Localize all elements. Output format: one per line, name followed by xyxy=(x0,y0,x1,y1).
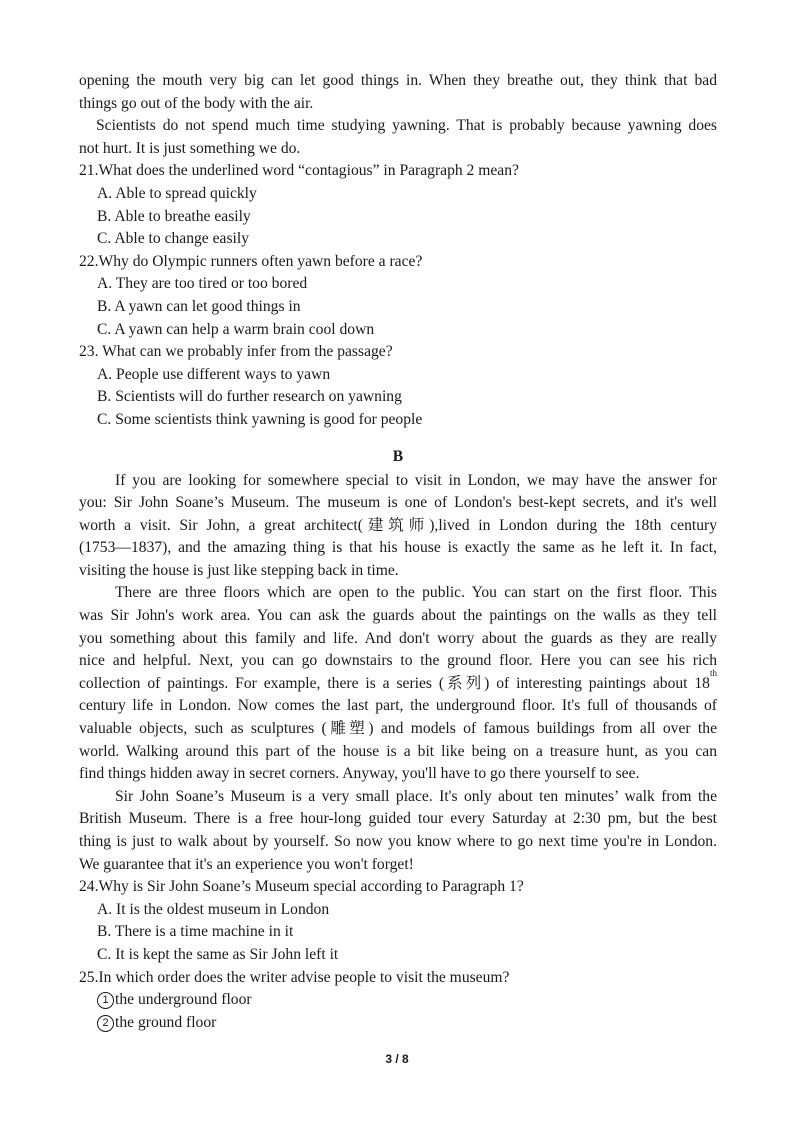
question-22-option-b: B. A yawn can let good things in xyxy=(97,297,301,315)
passage-a-line: opening the mouth very big can let good things in. When they breathe out, they think that bad xyxy=(79,72,717,89)
question-25-item-2 xyxy=(79,1012,717,1035)
question-24-option-c: C. It is kept the same as Sir John left it xyxy=(97,945,339,963)
section-b-p2-line: you something about this family and life. And don't worry about the guards as they are really xyxy=(79,629,717,647)
question-21-option-c: C. Able to change easily xyxy=(97,230,250,248)
question-23-option-b: B. Scientists will do further research on yawning xyxy=(97,388,402,406)
question-24-option-b: B. There is a time machine in it xyxy=(97,923,294,941)
question-22-stem: 22.Why do Olympic runners often yawn before a race? xyxy=(79,252,423,270)
section-b-p2-line: valuable objects, such as sculptures (雕塑) and models of famous buildings from all over the xyxy=(79,720,717,738)
section-b-p3-line: Sir John Soane’s Museum is a very small place. It's only about ten minutes’ walk from the xyxy=(115,787,717,805)
exam-page xyxy=(79,70,717,1034)
section-b-p1-line: worth a visit. Sir John, a great architect(建筑师),lived in London during the 18th century xyxy=(79,516,717,534)
section-b-p2-line: There are three floors which are open to the public. You can start on the first floor. This xyxy=(115,584,717,602)
section-b-p2-line-text: collection of paintings. For example, there is a series (系列) of interesting paintings about 18 xyxy=(79,674,710,692)
question-21-stem: 21.What does the underlined word “contagious” in Paragraph 2 mean? xyxy=(79,162,519,180)
page-number: 3 / 8 xyxy=(385,1052,409,1066)
section-b-p1-line: (1753—1837), and the amazing thing is that his house is exactly the same as he left it. In fact, xyxy=(79,539,717,557)
section-b-p2-line: nice and helpful. Next, you can go downstairs to the ground floor. Here you can see his rich xyxy=(79,652,717,670)
question-25-item-1 xyxy=(79,989,717,1012)
passage-a-line: not hurt. It is just something we do. xyxy=(79,139,301,157)
section-b-p2-line: century life in London. Now comes the last part, the underground floor. It's full of thousands of xyxy=(79,697,717,715)
section-b-p3-line: thing is just to walk about by yourself. So now you know where to go next time you're in London. xyxy=(79,833,717,850)
section-b-p2-line xyxy=(79,667,717,696)
question-21-option-b: B. Able to breathe easily xyxy=(97,207,251,225)
question-21-option-a: A. Able to spread quickly xyxy=(97,184,257,202)
section-b-p1-line: visiting the house is just like stepping back in time. xyxy=(79,561,399,579)
circled-number-2: 2 xyxy=(97,1015,114,1032)
question-23-option-c: C. Some scientists think yawning is good for people xyxy=(97,410,423,428)
circled-number-1: 1 xyxy=(97,992,114,1009)
question-22-option-a: A. They are too tired or too bored xyxy=(97,275,308,293)
question-25-stem: 25.In which order does the writer advise people to visit the museum? xyxy=(79,968,510,986)
question-23-stem: 23. What can we probably infer from the passage? xyxy=(79,343,393,361)
section-b-p2-line: world. Walking around this part of the house is a bit like being on a treasure hunt, as you can xyxy=(79,742,717,760)
question-23-option-a: A. People use different ways to yawn xyxy=(97,365,331,383)
section-b-p2-line: was Sir John's work area. You can ask the guards about the paintings on the walls as they tell xyxy=(79,607,717,625)
section-b-p1-line: If you are looking for somewhere special to visit in London, we may have the answer for xyxy=(115,471,717,489)
question-24-option-a: A. It is the oldest museum in London xyxy=(97,900,330,918)
superscript-th: th xyxy=(709,667,717,678)
question-25-item-text: the underground floor xyxy=(115,991,252,1009)
passage-a-line: things go out of the body with the air. xyxy=(79,94,314,112)
question-22-option-c: C. A yawn can help a warm brain cool down xyxy=(97,320,375,338)
question-24-stem: 24.Why is Sir John Soane’s Museum special according to Paragraph 1? xyxy=(79,878,524,896)
section-b-title: B xyxy=(392,447,404,465)
passage-a-line: Scientists do not spend much time studying yawning. That is probably because yawning does xyxy=(96,117,717,135)
question-25-item-text: the ground floor xyxy=(115,1013,217,1031)
section-b-p3-line: We guarantee that it's an experience you won't forget! xyxy=(79,855,414,873)
section-b-p2-line: find things hidden away in secret corners. Anyway, you'll have to go there yourself to see. xyxy=(79,765,640,783)
section-b-p1-line: you: Sir John Soane’s Museum. The museum is one of London's best-kept secrets, and it's well xyxy=(79,494,717,512)
section-b-p3-line: British Museum. There is a free hour-long guided tour every Saturday at 2:30 pm, but the best xyxy=(79,810,717,828)
